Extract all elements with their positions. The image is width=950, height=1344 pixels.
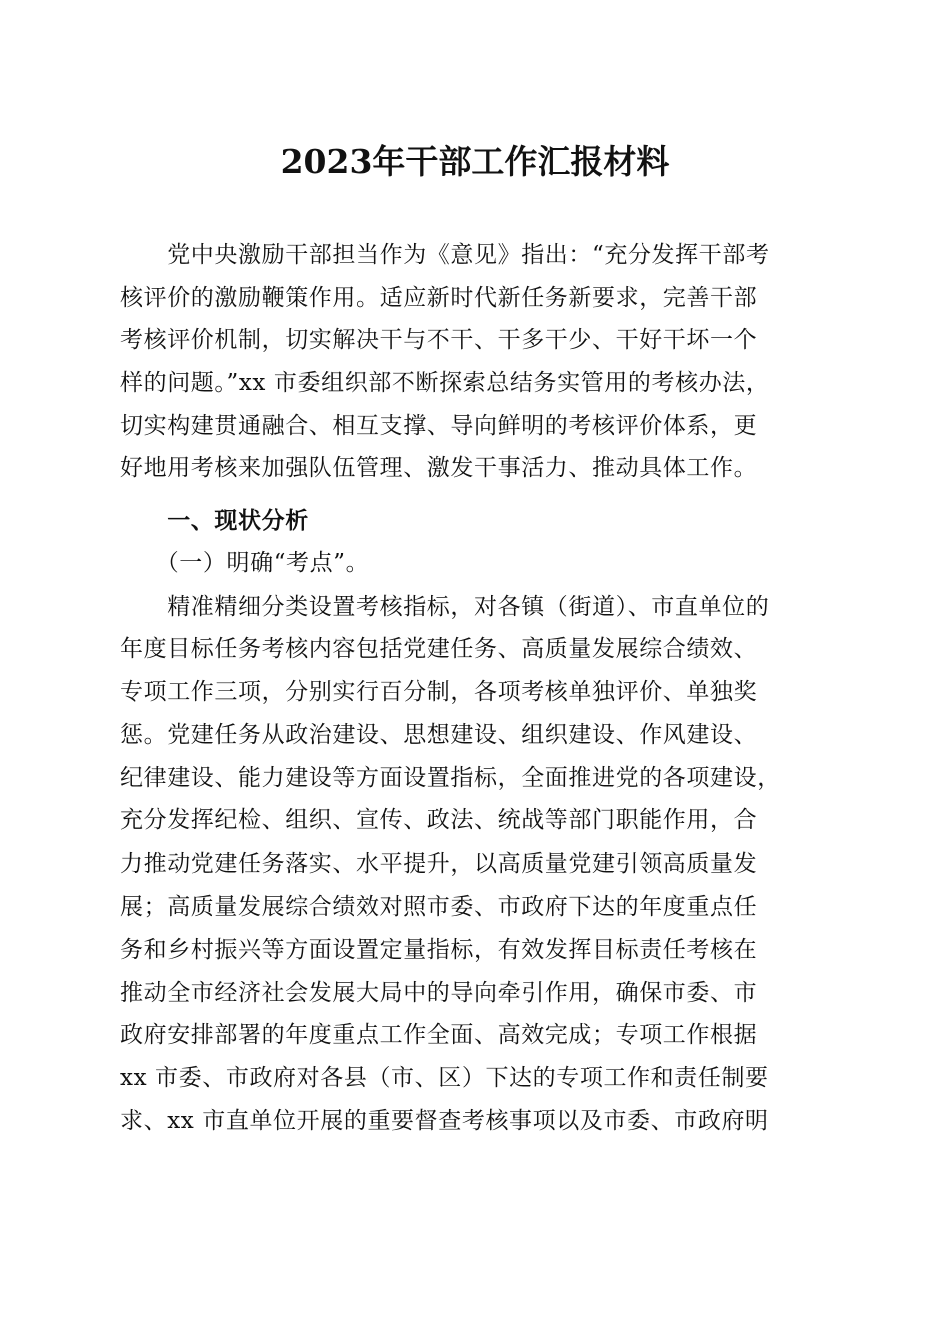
section-heading: 一、现状分析 bbox=[120, 507, 309, 534]
paragraph-line: 展；高质量发展综合绩效对照市委、市政府下达的年度重点任 bbox=[120, 894, 758, 920]
paragraph-line: 党中央激励干部担当作为《意见》指出：“充分发挥干部考 bbox=[120, 242, 770, 268]
paragraph-line: 纪律建设、能力建设等方面设置指标，全面推进党的各项建设， bbox=[120, 765, 781, 791]
paragraph-line: 专项工作三项，分别实行百分制，各项考核单独评价、单独奖 bbox=[120, 679, 758, 705]
subsection-heading: （一）明确“考点”。 bbox=[120, 550, 370, 576]
paragraph-line: 务和乡村振兴等方面设置定量指标，有效发挥目标责任考核在 bbox=[120, 937, 758, 963]
paragraph-line: 切实构建贯通融合、相互支撑、导向鲜明的考核评价体系，更 bbox=[120, 413, 758, 439]
paragraph-line: 推动全市经济社会发展大局中的导向牵引作用，确保市委、市 bbox=[120, 980, 758, 1006]
paragraph-line: 政府安排部署的年度重点工作全面、高效完成；专项工作根据 bbox=[120, 1022, 758, 1048]
paragraph-line: 惩。党建任务从政治建设、思想建设、组织建设、作风建设、 bbox=[120, 722, 758, 748]
paragraph-line: 考核评价机制，切实解决干与不干、干多干少、干好干坏一个 bbox=[120, 327, 758, 353]
paragraph-line: 年度目标任务考核内容包括党建任务、高质量发展综合绩效、 bbox=[120, 636, 758, 662]
paragraph-line: 求、xx 市直单位开展的重要督查考核事项以及市委、市政府明 bbox=[120, 1108, 769, 1134]
paragraph-line: 充分发挥纪检、组织、宣传、政法、统战等部门职能作用，合 bbox=[120, 807, 758, 833]
paragraph-line: xx 市委、市政府对各县（市、区）下达的专项工作和责任制要 bbox=[120, 1065, 769, 1091]
paragraph-line: 样的问题。”xx 市委组织部不断探索总结务实管用的考核办法， bbox=[120, 370, 770, 396]
document-title: 2023年干部工作汇报材料 bbox=[280, 142, 670, 181]
paragraph-line: 力推动党建任务落实、水平提升，以高质量党建引领高质量发 bbox=[120, 851, 758, 877]
paragraph-line: 精准精细分类设置考核指标，对各镇（街道）、市直单位的 bbox=[120, 594, 770, 620]
paragraph-line: 核评价的激励鞭策作用。适应新时代新任务新要求，完善干部 bbox=[120, 285, 758, 311]
paragraph-line: 好地用考核来加强队伍管理、激发干事活力、推动具体工作。 bbox=[120, 455, 758, 481]
